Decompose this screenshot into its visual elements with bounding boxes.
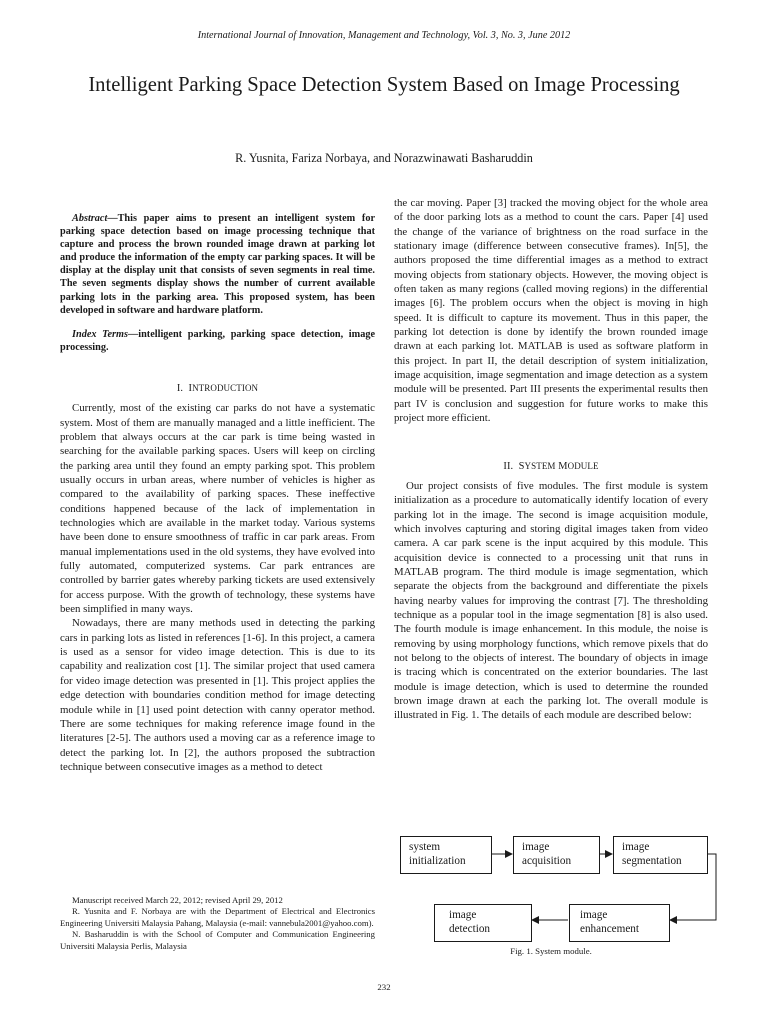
- system-module-diagram: [394, 834, 720, 956]
- box-line: system: [409, 841, 441, 853]
- section-rest: NTRODUCTION: [192, 382, 259, 393]
- page-number: 232: [377, 982, 391, 992]
- box-image-acquisition: [513, 836, 600, 874]
- box-image-detection: [434, 904, 532, 942]
- intro-paragraph-continuation: the car moving. Paper [3] tracked the moving object for the whole area of the door parking lots as a method to count the cars. Paper [4] used the change of the variance of brightness on the road surface in the stationary image (difference between consecutive frames). In[5], the authors proposed the time differential images as a method to extract moving objects from stationary objects. However, the moving object is often taken as many regions (called moving regions) in the differential images [6]. The problem occurs when the object is moving in high speed. It is difficult to capture its movement. Thus in this paper, the parking lot detection is done by identify the brown rounded image drawn at each parking lot. MATLAB is used as software platform in this project. In part II, the detail description of system initialization, image acquisition, image segmentation and image detection as a system module will be presented. Part III presents the experimental results then part IV is conclusion and suggestion for future works to make this project more efficient.: [394, 197, 708, 425]
- box-line: initialization: [409, 854, 466, 867]
- system-module-paragraph: Our project consists of five modules. The first module is system initialization as a procedure to automatically identify location of every parking lot in the image. The second is image acquisition module, which involves capturing and storing digital images taken from video camera. A car park scene is the input acquired by this module. This acquisition device is connected to a processing unit that runs in MATLAB program. The third module is image segmentation, which separate the objects from the background and differentiate the pixels having nearby values for improving the contrast [7]. The thresholding technique as a popular tool in the image segmentation [8] is also used. The fourth module is image enhancement. In this module, the noise is removing by using morphology functions, which remove pixels that do not belong to the objects of interest. The boundary of objects in image is tracing which is concentrated on the exterior boundaries. The last module is image detection, which is used to determine the rounded brown image drawn at each the parking lot. The overall module is illustrated in Fig. 1. The details of each module are described below:: [394, 479, 708, 722]
- footnote-affiliation-1: R. Yusnita and F. Norbaya are with the Department of Electrical and Electronics Engineering Universiti Malaysia Pahang, Malaysia (e-mail: vannebula2001@yahoo.com).: [60, 906, 375, 928]
- box-line: image: [449, 909, 477, 921]
- section-heading-introduction: [60, 381, 375, 396]
- left-column: [60, 212, 375, 774]
- box-line: image: [522, 841, 550, 853]
- section-heading-system-module: [394, 459, 708, 474]
- box-line: image: [580, 909, 608, 921]
- author-list: R. Yusnita, Fariza Norbaya, and Norazwinawati Basharuddin: [235, 151, 533, 165]
- box-image-segmentation: [613, 836, 708, 874]
- figure-caption: Fig. 1. System module.: [510, 946, 592, 956]
- box-line: enhancement: [580, 922, 640, 935]
- abstract: [60, 212, 375, 317]
- journal-header: International Journal of Innovation, Management and Technology, Vol. 3, No. 3, June 2012: [197, 30, 571, 41]
- section-initial-2: M: [558, 460, 568, 472]
- index-terms-text: —intelligent parking, parking space detection, image processing.: [60, 328, 375, 353]
- footnote-received: Manuscript received March 22, 2012; revised April 29, 2012: [72, 895, 283, 905]
- box-image-enhancement: [569, 904, 670, 942]
- footnote-affiliation-2: N. Basharuddin is with the School of Computer and Communication Engineering Universiti Malaysia Perlis, Malaysia: [60, 929, 375, 951]
- index-terms: [60, 328, 375, 354]
- section-number: II.: [503, 460, 514, 472]
- box-line: image: [622, 841, 650, 853]
- intro-paragraph-1: Currently, most of the existing car parks do not have a systematic system. Most of them are manually managed and a little inefficient. The problem that always occurs at the car park is time being wasted in searching for the available parking spaces. Users will keep on circling the parking area until they found an empty parking spot. This problem usually occurs in urban areas, where number of vehicles is higher as compared to the availability of parking spaces. These ineffective conditions happened because of the lack of implementation in technologies which are available in the market today. Various systems have been done to ensure smoothness of traffic in car park areas. From manual implementations used in the old systems, they have evolved into fully automated, computerized systems. Car park entrances are controlled by barrier gates whereby parking tickets are used extensively for access purpose. With the growth of technology, these systems have been simplified in many ways.: [60, 402, 375, 616]
- box-system-initialization: [400, 836, 492, 874]
- section-rest-2: ODULE: [567, 460, 599, 471]
- footnotes: [60, 895, 375, 952]
- section-initial: I: [188, 382, 193, 394]
- box-line: detection: [449, 922, 491, 935]
- abstract-label: Abstract: [72, 213, 108, 224]
- section-rest: YSTEM: [524, 460, 556, 471]
- section-initial: S: [518, 460, 525, 472]
- paper-title: Intelligent Parking Space Detection System Based on Image Processing: [88, 74, 680, 96]
- abstract-text: —This paper aims to present an intelligent system for parking space detection based on image processing technique that capture and process the brown rounded image drawn at parking lot and produce the information of the empty car parking spaces. It will be display at the display unit that consists of seven segments in real time. The seven segments display shows the number of current available parking lots in the parking area. This proposed system, has been developed in software and hardware platform.: [60, 213, 375, 316]
- intro-paragraph-2: Nowadays, there are many methods used in detecting the parking cars in parking lots as listed in references [1-6]. In this project, a camera is used as a sensor for video image detection. This is due to its capability and realization cost [1]. The similar project that used camera for video image detection was presented in [1]. This project applies the edge detection with boundaries condition method for image detecting module while in [1] used point detection with canny operator method. There are some techniques for making reference image found in the literatures [2-5]. The authors used a moving car as a reference image to detect the parking lot. In [2], the authors proposed the subtraction technique between consecutive images as a method to detect: [60, 617, 375, 773]
- box-line: acquisition: [522, 854, 572, 867]
- box-line: segmentation: [622, 854, 682, 867]
- right-column: [394, 196, 708, 723]
- index-terms-label: Index Terms: [72, 328, 128, 340]
- section-number: I.: [176, 382, 184, 394]
